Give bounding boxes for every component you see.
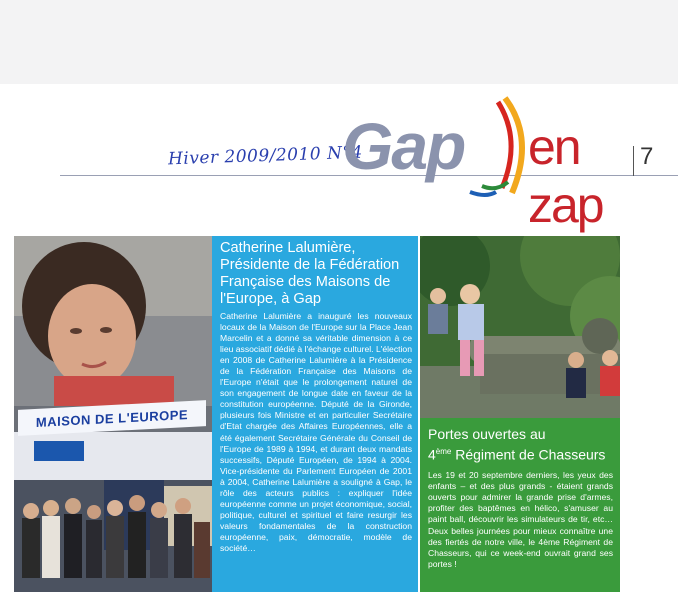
article-portes-ouvertes xyxy=(420,418,620,592)
handwritten-note: Hiver 2009/2010 N°4 xyxy=(167,142,364,170)
page-number-divider xyxy=(633,146,634,176)
masthead-logo xyxy=(330,88,650,233)
logo-gap-text: Gap xyxy=(342,109,465,183)
title-regiment-number: 4 xyxy=(428,446,436,463)
photo-portes-ouvertes xyxy=(420,236,620,418)
store-sign: MAISON DE L'EUROPE xyxy=(18,400,206,436)
article-portes-ouvertes-title xyxy=(428,426,613,464)
article-lalumiere-body: Catherine Lalumière a inauguré les nouveaux locaux de la Maison de l'Europe sur la Place Jean Marcelin et a donné sa véritable dimension à ce lieu associatif dédié à l'échange culturel. L'élection en 2008 de Catherine Lalumière à la Présidence de la Fédération Française des Maisons de l'Europe n'était que le prolongement naturel de son engagement de longue date en faveur de la constitution européenne. Député de la Gironde, plusieurs fois Ministre et en particulier Secrétaire d'Etat chargée des Affaires Européennes, elle a été également Secrétaire Générale du Conseil de l'Europe de 1989 à 1994, et durant deux mandats successifs, Député Européen, de 1994 à 2004. Vice-présidente du Parlement Européen de 2001 à 2004, Catherine Lalumière a souligné à Gap, le rôle des acteurs publics : expliquer l'idée européenne comme un projet économique, social, politique, culturel et spirituel et faire resurgir les valeurs fondamentales de la construction européenne, paix, démocratie, modèle de société… xyxy=(220,311,412,553)
logo-enzap-text: en zap xyxy=(528,119,603,233)
article-portes-ouvertes-body: Les 19 et 20 septembre derniers, les yeux des enfants – et des plus grands - étaient grands ouverts pour admirer la grande prise d'armes, profiter des baptêmes en hélico, s'amuser au paint ball, découvrir les simulateurs de tir, etc… Deux belles journées pour mieux connaître une des fiertés de notre ville, le 4ème Régiment de Chasseurs, qui ce week-end ouvrait grand ses portes ! xyxy=(428,469,613,570)
page-number: 7 xyxy=(640,143,654,170)
title-line-1: Portes ouvertes au xyxy=(428,426,546,442)
scan-top-margin xyxy=(0,0,678,84)
article-lalumiere xyxy=(212,236,418,592)
article-lalumiere-title: Catherine Lalumière, Présidente de la Fédération Française des Maisons de l'Europe, à Gap xyxy=(220,240,400,307)
title-line-2: Régiment de Chasseurs xyxy=(451,446,606,463)
title-ordinal-suffix: ème xyxy=(435,447,452,456)
